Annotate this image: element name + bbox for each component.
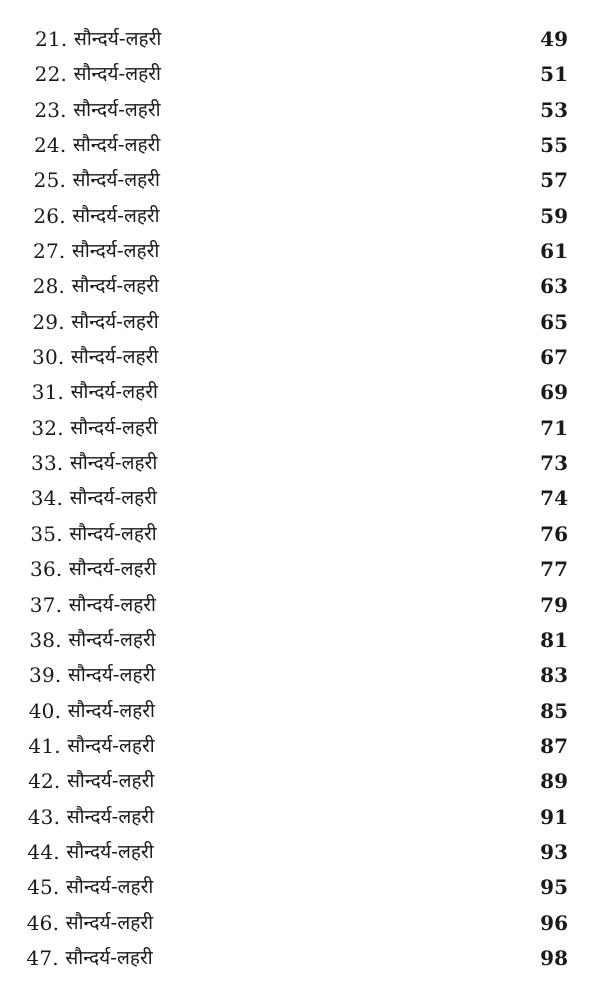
entry-page-number: 71 [540, 415, 568, 440]
entry-page-number: 93 [540, 839, 568, 864]
entry-title: सौन्दर्य-लहरी [67, 699, 155, 722]
entry-number: 35. [30, 521, 63, 546]
entry-number: 24. [34, 133, 67, 158]
entry-title: सौन्दर्य-लहरी [66, 876, 154, 899]
entry-title: सौन्दर्य-लहरी [71, 310, 159, 333]
toc-entry [0, 906, 600, 941]
entry-page-number: 49 [540, 27, 568, 51]
toc-entry [0, 446, 600, 481]
entry-page-number: 98 [540, 945, 568, 970]
entry-title: सौन्दर्य-लहरी [66, 805, 154, 828]
toc-entry [0, 163, 600, 198]
entry-title: सौन्दर्य-लहरी [67, 734, 155, 757]
entry-title: सौन्दर्य-लहरी [74, 28, 162, 50]
entry-title: सौन्दर्य-लहरी [70, 416, 158, 439]
entry-page-number: 85 [540, 698, 568, 723]
entry-title: सौन्दर्य-लहरी [72, 240, 160, 263]
entry-page-number: 69 [540, 380, 568, 405]
toc-entry [0, 588, 600, 623]
toc-entry [0, 375, 600, 410]
entry-title: सौन्दर्य-लहरी [66, 840, 154, 863]
toc-entry [0, 128, 600, 163]
entry-number: 25. [33, 168, 67, 193]
toc-entry [0, 57, 600, 92]
entry-page-number: 83 [540, 663, 568, 688]
entry-page-number: 74 [540, 486, 568, 511]
entry-number: 44. [27, 839, 60, 864]
toc-entry [0, 93, 600, 128]
entry-number: 37. [29, 592, 63, 617]
entry-page-number: 76 [540, 521, 568, 546]
entry-title: सौन्दर्य-लहरी [69, 487, 157, 510]
entry-title: सौन्दर्य-लहरी [73, 98, 161, 121]
entry-number: 28. [32, 274, 66, 299]
entry-page-number: 73 [540, 451, 568, 476]
entry-title: सौन्दर्य-लहरी [72, 169, 160, 192]
entry-title: सौन्दर्य-लहरी [70, 452, 158, 475]
entry-page-number: 77 [540, 557, 568, 582]
entry-page-number: 61 [540, 239, 568, 264]
entry-page-number: 51 [540, 62, 568, 87]
entry-number: 41. [28, 733, 61, 758]
toc-entry [0, 305, 600, 340]
entry-number: 29. [32, 309, 65, 334]
toc-entry [0, 941, 600, 976]
table-of-contents [0, 22, 600, 976]
entry-title: सौन्दर्य-लहरी [68, 593, 156, 616]
entry-page-number: 65 [540, 309, 568, 334]
entry-page-number: 81 [540, 627, 568, 652]
entry-page-number: 67 [540, 345, 568, 370]
toc-entry [0, 411, 600, 446]
entry-number: 26. [33, 203, 66, 228]
toc-entry [0, 729, 600, 764]
entry-number: 45. [27, 875, 60, 900]
entry-title: सौन्दर्य-लहरी [72, 204, 160, 227]
entry-number: 33. [31, 451, 64, 476]
entry-page-number: 55 [540, 133, 568, 158]
entry-number: 36. [30, 557, 63, 582]
toc-entry [0, 870, 600, 905]
toc-entry [0, 269, 600, 304]
toc-entry [0, 234, 600, 269]
entry-page-number: 95 [540, 875, 568, 900]
entry-title: सौन्दर्य-लहरी [67, 770, 155, 793]
entry-number: 47. [26, 945, 59, 970]
toc-entry [0, 800, 600, 835]
entry-number: 42. [28, 769, 61, 794]
entry-number: 32. [31, 415, 64, 440]
entry-number: 22. [34, 62, 68, 87]
toc-entry [0, 623, 600, 658]
entry-number: 39. [29, 663, 62, 688]
toc-entry [0, 694, 600, 729]
entry-number: 31. [31, 380, 65, 405]
entry-page-number: 59 [540, 203, 568, 228]
entry-title: सौन्दर्य-लहरी [70, 381, 158, 404]
toc-entry [0, 481, 600, 516]
entry-number: 23. [34, 97, 67, 122]
entry-number: 21. [35, 27, 68, 51]
entry-title: सौन्दर्य-लहरी [69, 558, 157, 581]
entry-number: 30. [32, 345, 65, 370]
entry-page-number: 57 [540, 168, 568, 193]
toc-entry [0, 552, 600, 587]
entry-title: सौन्दर्य-लहरी [73, 134, 161, 157]
toc-entry [0, 199, 600, 234]
entry-number: 38. [29, 627, 62, 652]
entry-title: सौन्दर्य-लहरी [73, 63, 161, 86]
entry-title: सौन्दर्य-लहरी [65, 911, 154, 934]
entry-page-number: 91 [540, 804, 568, 829]
entry-title: सौन्दर्य-लहरी [68, 628, 156, 651]
toc-entry [0, 340, 600, 375]
entry-number: 27. [33, 239, 66, 264]
toc-entry [0, 22, 600, 57]
entry-title: सौन्दर्य-लहरी [65, 946, 153, 969]
toc-entry [0, 835, 600, 870]
entry-page-number: 63 [540, 274, 568, 299]
entry-number: 46. [26, 910, 60, 935]
toc-entry [0, 764, 600, 799]
entry-page-number: 53 [540, 97, 568, 122]
entry-page-number: 87 [540, 733, 568, 758]
entry-title: सौन्दर्य-लहरी [71, 275, 159, 298]
entry-page-number: 79 [540, 592, 568, 617]
entry-page-number: 89 [540, 769, 568, 794]
entry-page-number: 96 [540, 910, 568, 935]
entry-number: 34. [30, 486, 64, 511]
entry-title: सौन्दर्य-लहरी [71, 346, 159, 369]
entry-title: सौन्दर्य-लहरी [69, 522, 157, 545]
entry-title: सौन्दर्य-लहरी [68, 664, 156, 687]
entry-number: 43. [27, 804, 61, 829]
toc-entry [0, 658, 600, 693]
toc-entry [0, 517, 600, 552]
entry-number: 40. [28, 698, 62, 723]
